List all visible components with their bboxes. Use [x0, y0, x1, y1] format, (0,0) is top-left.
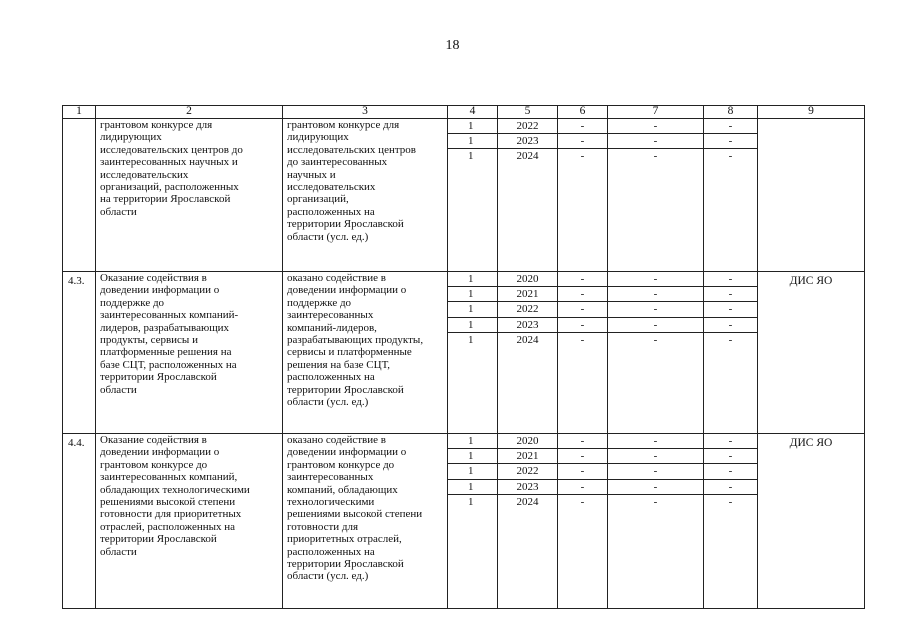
task-line: Оказание содействия в [100, 272, 207, 284]
item-number-cell: 4.4. [63, 434, 96, 609]
value-value: 1 [448, 318, 497, 333]
col7-value: - [653, 333, 658, 346]
task-line: области [100, 383, 137, 396]
col7-value: - [608, 272, 703, 287]
result-line: расположенных на [287, 545, 375, 558]
table-row [63, 119, 865, 272]
col6-value: - [558, 449, 607, 464]
col8-value: - [704, 287, 757, 302]
result-line: лидирующих [287, 131, 349, 144]
result-line: территории Ярославской [287, 383, 404, 396]
col7-cell [608, 434, 704, 609]
col7-value: - [608, 318, 703, 333]
col6-value: - [558, 302, 607, 317]
year-value: 2024 [516, 495, 539, 508]
value-value: 1 [448, 449, 497, 464]
result-line: разрабатывающих продукты, [287, 334, 424, 347]
task-line: лидирующих [100, 131, 162, 144]
result-line: исследовательских центров [287, 143, 416, 156]
task-line: грантовом конкурсе для [100, 119, 213, 131]
task-line: доведении информации о [100, 284, 220, 297]
value-value: 1 [468, 150, 474, 163]
task-line: грантовом конкурсе до [100, 458, 208, 471]
col7-value: - [608, 287, 703, 302]
col6-value: - [558, 272, 607, 287]
result-line: сервисы и платформенные [287, 346, 412, 359]
result-line: технологическими [287, 496, 375, 509]
year-value: 2021 [498, 449, 557, 464]
task-line: поддержке до [100, 296, 165, 309]
col7-value: - [608, 302, 703, 317]
result-line: оказано содействие в [287, 272, 386, 284]
result-line: поддержке до [287, 296, 352, 309]
header-cell: 9 [758, 106, 865, 119]
col7-value: - [608, 119, 703, 134]
value-value: 1 [468, 333, 474, 346]
task-line: лидеров, разрабатывающих [100, 321, 230, 334]
result-line: заинтересованных [287, 309, 374, 322]
result-line: готовности для [287, 520, 359, 533]
col8-value: - [704, 464, 757, 479]
col8-value: - [704, 119, 757, 134]
header-cell: 4 [448, 106, 498, 119]
task-line: территории Ярославской [100, 371, 217, 384]
col8-value: - [728, 495, 733, 508]
header-cell: 3 [283, 106, 448, 119]
col8-value: - [704, 302, 757, 317]
task-line: области [100, 545, 137, 558]
result-line: компаний, обладающих [287, 483, 398, 496]
task-line: заинтересованных компаний- [100, 309, 239, 322]
result-line: до заинтересованных [287, 156, 388, 169]
year-value: 2023 [498, 318, 557, 333]
responsible-agency-cell: ДИС ЯО [758, 434, 865, 609]
result-description-cell [283, 272, 448, 434]
result-line: решения на базе СЦТ, [287, 358, 390, 371]
year-value: 2023 [498, 134, 557, 149]
header-cell: 5 [498, 106, 558, 119]
task-line: платформенные решения на [100, 346, 232, 359]
col8-value: - [704, 449, 757, 464]
result-line: области (усл. ед.) [287, 396, 369, 409]
col7-value: - [653, 150, 658, 163]
value-value: 1 [448, 272, 497, 287]
col8-value: - [704, 480, 757, 495]
col7-value: - [608, 449, 703, 464]
col7-cell [608, 119, 704, 272]
value-value: 1 [448, 287, 497, 302]
year-value: 2024 [516, 150, 539, 163]
task-line: области [100, 205, 137, 218]
col8-value: - [704, 134, 757, 149]
activity-table [62, 105, 865, 609]
result-line: доведении информации о [287, 446, 407, 459]
result-line: области (усл. ед.) [287, 230, 369, 243]
col8-cell [704, 272, 758, 434]
col6-value: - [558, 119, 607, 134]
year-value: 2022 [498, 302, 557, 317]
col8-value: - [704, 434, 757, 449]
task-line: Оказание содействия в [100, 434, 207, 446]
year-value: 2021 [498, 287, 557, 302]
result-line: территории Ярославской [287, 558, 404, 571]
value-value: 1 [448, 464, 497, 479]
year-value: 2022 [498, 464, 557, 479]
header-row [63, 106, 865, 119]
col7-value: - [608, 134, 703, 149]
result-line: приоритетных отраслей, [287, 533, 402, 546]
col8-cell [704, 434, 758, 609]
result-line: решениями высокой степени [287, 508, 423, 521]
value-value: 1 [448, 302, 497, 317]
col6-value: - [558, 464, 607, 479]
header-cell: 6 [558, 106, 608, 119]
col6-value: - [558, 287, 607, 302]
value-cell [448, 119, 498, 272]
col8-value: - [728, 150, 733, 163]
task-line: исследовательских [100, 168, 189, 181]
value-cell [448, 434, 498, 609]
table-row [63, 434, 865, 609]
value-value: 1 [468, 495, 474, 508]
header-cell: 7 [608, 106, 704, 119]
year-value: 2022 [498, 119, 557, 134]
col6-value: - [580, 333, 585, 346]
col7-value: - [608, 480, 703, 495]
task-line: решениями высокой степени [100, 496, 236, 509]
year-cell [498, 272, 558, 434]
result-line: исследовательских [287, 181, 376, 194]
col6-value: - [580, 150, 585, 163]
value-value: 1 [448, 480, 497, 495]
result-line: компаний-лидеров, [287, 321, 377, 334]
task-description-cell [96, 119, 283, 272]
col8-value: - [704, 318, 757, 333]
col8-cell [704, 119, 758, 272]
task-description-cell [96, 434, 283, 609]
result-description-cell [283, 119, 448, 272]
task-line: заинтересованных компаний, [100, 471, 238, 484]
responsible-agency-cell: ДИС ЯО [758, 272, 865, 434]
col7-value: - [608, 434, 703, 449]
item-number-cell: 4.3. [63, 272, 96, 434]
task-line: доведении информации о [100, 446, 220, 459]
result-line: доведении информации о [287, 284, 407, 297]
task-line: территории Ярославской [100, 533, 217, 546]
col6-value: - [580, 495, 585, 508]
value-value: 1 [448, 134, 497, 149]
task-line: отраслей, расположенных на [100, 520, 236, 533]
result-line: оказано содействие в [287, 434, 386, 446]
result-line: территории Ярославской [287, 218, 404, 231]
year-cell [498, 434, 558, 609]
header-cell: 8 [704, 106, 758, 119]
task-line: на территории Ярославской [100, 193, 231, 206]
result-line: заинтересованных [287, 471, 374, 484]
result-description-cell [283, 434, 448, 609]
col6-value: - [558, 480, 607, 495]
task-line: обладающих технологическими [100, 483, 250, 496]
table-row [63, 272, 865, 434]
header-cell: 1 [63, 106, 96, 119]
task-line: продукты, сервисы и [100, 334, 198, 347]
col6-cell [558, 434, 608, 609]
year-cell [498, 119, 558, 272]
col7-cell [608, 272, 704, 434]
result-line: организаций, [287, 193, 349, 206]
page-number: 18 [445, 38, 460, 53]
year-value: 2024 [516, 333, 539, 346]
col6-cell [558, 272, 608, 434]
col6-cell [558, 119, 608, 272]
table-body [63, 106, 865, 609]
item-number-cell [63, 119, 96, 272]
value-value: 1 [448, 119, 497, 134]
col6-value: - [558, 318, 607, 333]
value-cell [448, 272, 498, 434]
col7-value: - [653, 495, 658, 508]
col8-value: - [704, 272, 757, 287]
result-line: области (усл. ед.) [287, 570, 369, 583]
col6-value: - [558, 434, 607, 449]
result-line: расположенных на [287, 371, 375, 384]
task-description-cell [96, 272, 283, 434]
col8-value: - [728, 333, 733, 346]
result-line: научных и [287, 168, 336, 181]
task-line: исследовательских центров до [100, 143, 243, 156]
year-value: 2020 [498, 272, 557, 287]
year-value: 2023 [498, 480, 557, 495]
col6-value: - [558, 134, 607, 149]
task-line: готовности для приоритетных [100, 508, 242, 521]
task-line: базе СЦТ, расположенных на [100, 358, 237, 371]
value-value: 1 [448, 434, 497, 449]
responsible-agency-cell [758, 119, 865, 272]
result-line: грантовом конкурсе до [287, 458, 395, 471]
col7-value: - [608, 464, 703, 479]
year-value: 2020 [498, 434, 557, 449]
result-line: расположенных на [287, 205, 375, 218]
task-line: организаций, расположенных [100, 181, 239, 194]
task-line: заинтересованных научных и [100, 156, 238, 169]
header-cell: 2 [96, 106, 283, 119]
result-line: грантовом конкурсе для [287, 119, 400, 131]
